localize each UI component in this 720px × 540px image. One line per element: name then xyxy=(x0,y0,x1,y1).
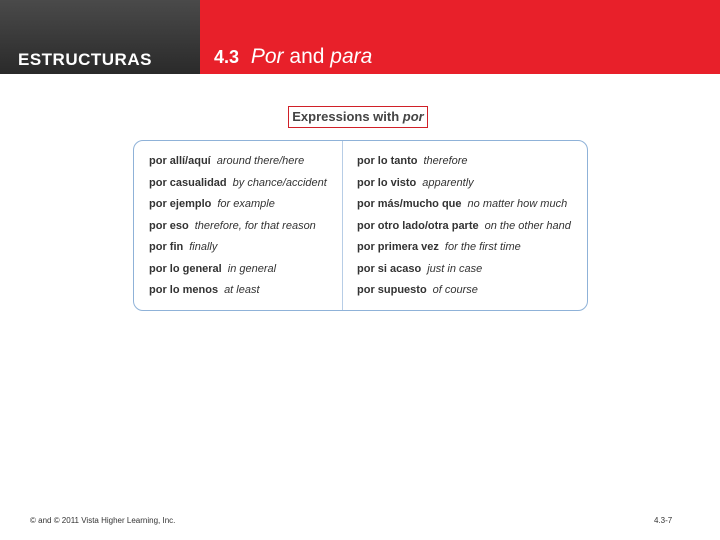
expression-row xyxy=(357,151,571,173)
expression-row xyxy=(357,194,571,216)
expression: por lo general xyxy=(149,262,222,275)
expression: por eso xyxy=(149,219,189,232)
expression-row xyxy=(149,194,327,216)
box-title-word: por xyxy=(402,109,424,124)
title-para: para xyxy=(330,45,373,68)
translation: just in case xyxy=(427,262,483,275)
column-divider xyxy=(342,141,343,310)
translation: on the other hand xyxy=(484,219,571,232)
expression-row xyxy=(357,216,571,238)
translation: therefore, for that reason xyxy=(194,219,316,232)
expression-row xyxy=(149,216,327,238)
expression-row xyxy=(357,173,571,195)
expression: por allí/aquí xyxy=(149,155,211,167)
box-title-prefix: Expressions with xyxy=(292,109,400,124)
right-column xyxy=(357,151,571,302)
translation: in general xyxy=(227,262,277,275)
expression: por lo menos xyxy=(149,284,219,296)
expression: por lo visto xyxy=(357,176,417,189)
expression: por otro lado/otra parte xyxy=(357,219,479,232)
slide-title xyxy=(214,45,372,69)
title-and: and xyxy=(289,45,325,68)
header-divider xyxy=(0,74,720,77)
translation: no matter how much xyxy=(467,198,568,210)
translation: finally xyxy=(189,241,218,253)
translation: apparently xyxy=(422,176,474,189)
translation: for example xyxy=(217,198,275,210)
expression-row xyxy=(149,173,327,195)
expression-row xyxy=(357,237,571,259)
expression: por ejemplo xyxy=(149,198,212,210)
translation: at least xyxy=(224,284,260,296)
translation: around there/here xyxy=(216,155,305,167)
copyright-notice: © and © 2011 Vista Higher Learning, Inc. xyxy=(30,516,176,525)
expression-row xyxy=(357,259,571,281)
translation: for the first time xyxy=(444,241,521,253)
expressions-box-title xyxy=(288,106,428,128)
expression-row xyxy=(149,280,327,302)
title-por: Por xyxy=(250,45,284,68)
expression: por fin xyxy=(149,241,184,253)
expressions-table xyxy=(133,140,588,311)
expression: por si acaso xyxy=(357,262,422,275)
expression: por lo tanto xyxy=(357,155,418,167)
expression-row xyxy=(357,280,571,302)
expression: por supuesto xyxy=(357,284,427,296)
title-number: 4.3 xyxy=(214,47,240,67)
expression: por primera vez xyxy=(357,241,439,253)
expression-row xyxy=(149,259,327,281)
expression: por casualidad xyxy=(149,176,227,189)
expression: por más/mucho que xyxy=(357,198,462,210)
slide-number: 4.3-7 xyxy=(654,516,673,525)
slide-header xyxy=(0,0,720,74)
translation: therefore xyxy=(423,155,468,167)
section-label: ESTRUCTURAS xyxy=(18,50,152,69)
expression-row xyxy=(149,151,327,173)
expression-row xyxy=(149,237,327,259)
left-column xyxy=(149,151,327,302)
translation: of course xyxy=(432,284,478,296)
translation: by chance/accident xyxy=(232,176,327,189)
